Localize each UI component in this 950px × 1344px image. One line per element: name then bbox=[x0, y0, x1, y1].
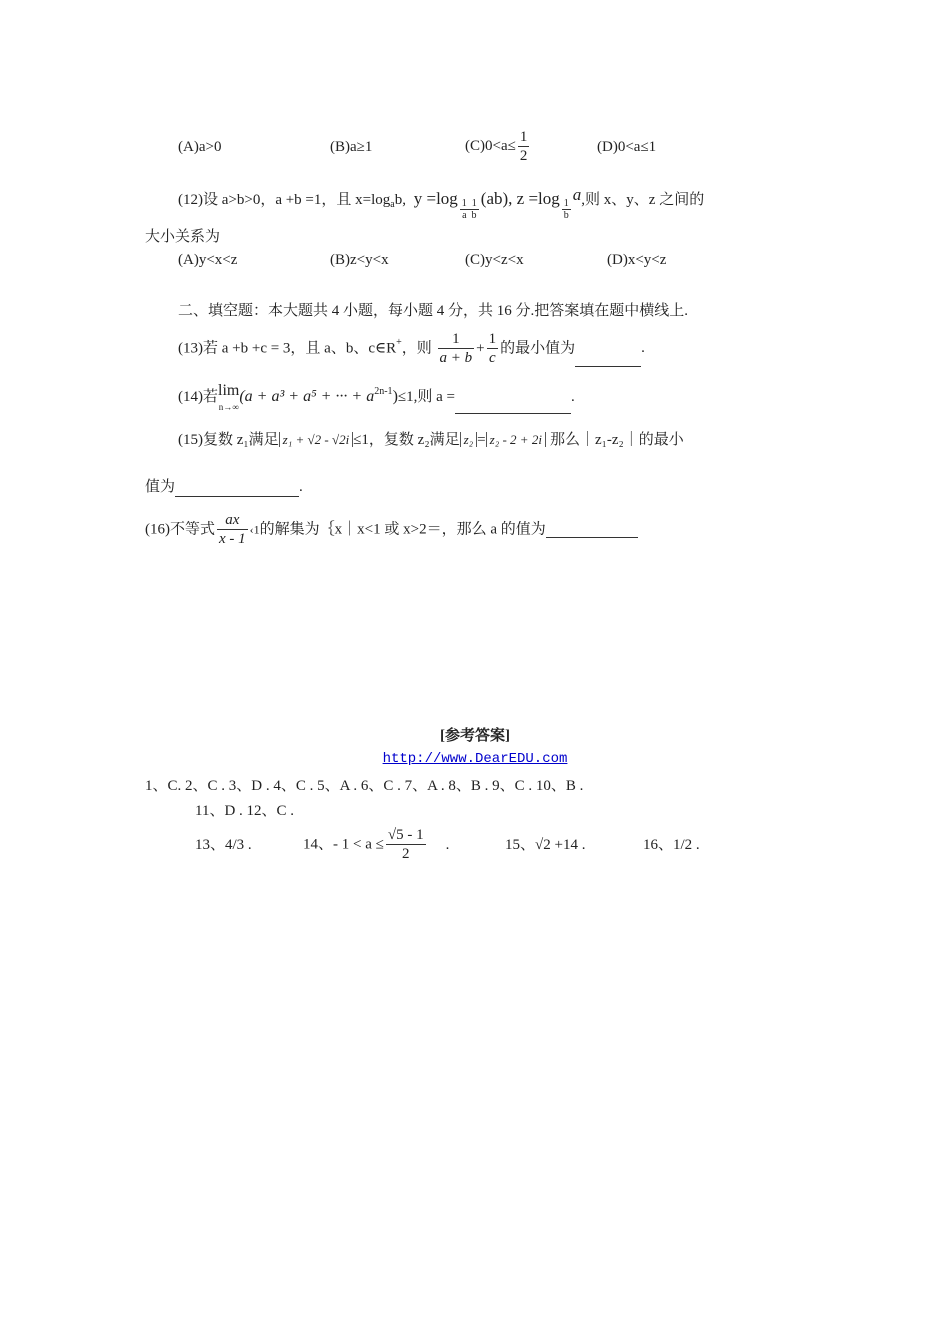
q14-text: (14)若 lim n→∞ (a + a³ + a⁵ + ··· + $a^{2n-1})\le 1$,则 a = . bbox=[178, 382, 575, 412]
q16-text: (16)不等式 $\frac{ax}{x - 1}$ ‹1的解集为｛x｜x<1 或 x>2＝，那么 a 的值为 bbox=[145, 511, 638, 548]
answer-14: 14、- 1 < a ≤ $\frac{√5 - 1}{2}$ . bbox=[303, 827, 450, 862]
q13-answer-blank[interactable] bbox=[575, 350, 641, 367]
q13-text: (13)若 a +b +c = 3，且 a、b、c∈R+，则 $\frac{1}{a + b}$ + $\frac{1}{c}$ 的最小值为 . bbox=[178, 331, 645, 366]
q12-continuation: 大小关系为 bbox=[145, 229, 221, 245]
q11-option-d: (D)0<a≤1 bbox=[597, 139, 657, 155]
source-link[interactable]: http://www.DearEDU.com bbox=[382, 751, 568, 767]
q11-option-c: (C)0<a≤ $\frac{1}{2}$ bbox=[465, 129, 528, 164]
answer-15: 15、√2 +14 . bbox=[505, 837, 586, 853]
q12-option-b: (B)z<y<x bbox=[330, 252, 389, 268]
answers-header: [参考答案] bbox=[440, 728, 510, 744]
q12-option-d: (D)x<y<z bbox=[607, 252, 667, 268]
answers-line-2: 11、D . 12、C . bbox=[195, 803, 295, 819]
q15-text: (15)复数 z₁满足 z₁ + √2 - √2i ≤1，复数 z₂满足 z₂ = z₂ - 2 + 2i 那么｜z₁-z₂｜的最小 bbox=[178, 432, 684, 448]
answers-line-1: 1、C. 2、C . 3、D . 4、C . 5、A . 6、C . 7、A . 8、B . 9、C . 10、B . bbox=[145, 778, 584, 794]
answer-13: 13、4/3 . bbox=[195, 837, 252, 853]
q11-option-a: (A)a>0 bbox=[178, 139, 222, 155]
section2-title: 二、填空题：本大题共 4 小题，每小题 4 分，共 16 分.把答案填在题中横线上. bbox=[178, 303, 689, 319]
q15-continuation: 值为 . bbox=[145, 479, 303, 495]
q12-option-c: (C)y<z<x bbox=[465, 252, 524, 268]
q14-answer-blank[interactable] bbox=[455, 397, 571, 414]
answer-16: 16、1/2 . bbox=[643, 837, 700, 853]
q16-answer-blank[interactable] bbox=[546, 521, 638, 538]
q11-option-b: (B)a≥1 bbox=[330, 139, 373, 155]
q12-text: (12)设 a>b>0，a +b =1，且 $x=\log_ab$, y =log $\frac{1 1}{\text{a b}}$ (ab), z =log $\frac{1}{b}$ a,则 x、y、z 之间的 bbox=[178, 185, 705, 221]
q15-answer-blank[interactable] bbox=[175, 480, 299, 497]
q12-option-a: (A)y<x<z bbox=[178, 252, 238, 268]
